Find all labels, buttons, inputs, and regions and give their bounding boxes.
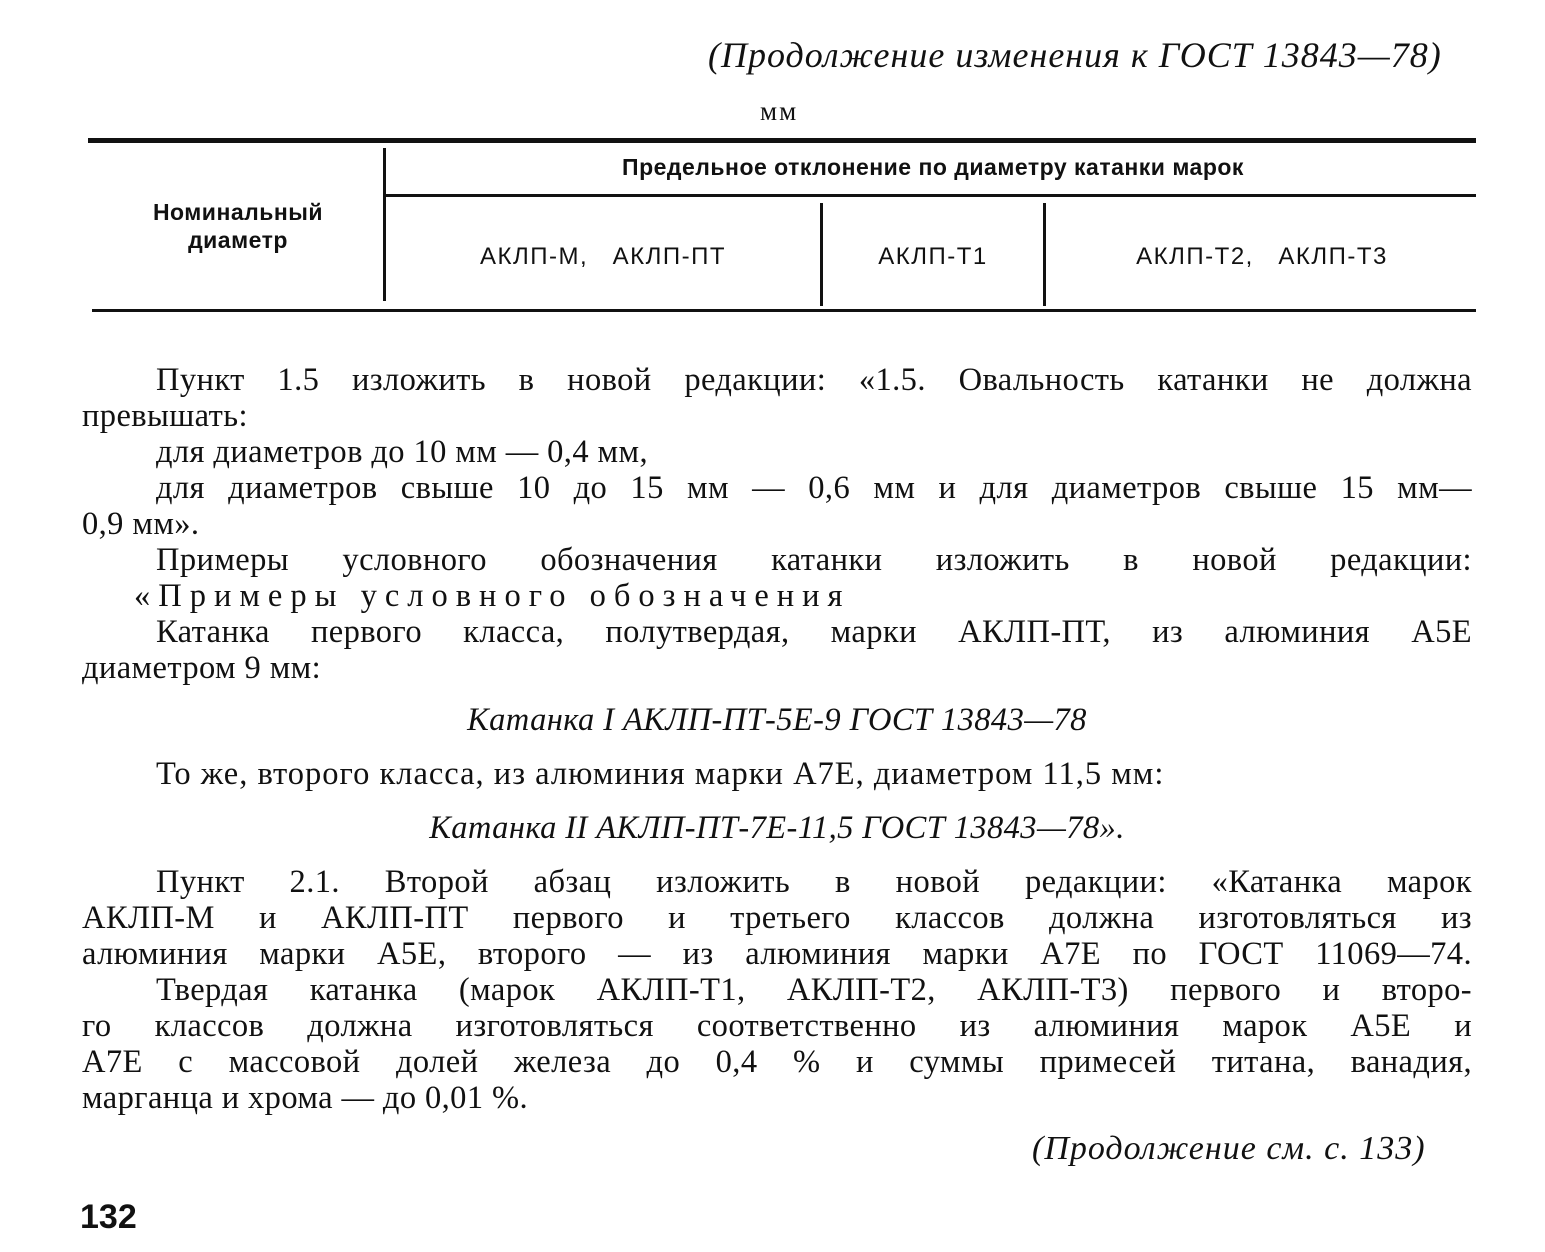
paragraph-line: Катанка I АКЛП-ПТ-5Е-9 ГОСТ 13843—78 — [467, 702, 1087, 738]
table-subheader-aklp-t1: АКЛП-Т1 — [878, 243, 988, 270]
table-header-nominal-diameter: Номинальный диаметр — [152, 199, 324, 253]
paragraph-line: Катанка первого класса, полутвердая, марки АКЛП-ПТ, из алюминия А5Е — [156, 614, 1472, 650]
table-divider-1 — [383, 148, 386, 301]
table-divider-2 — [820, 203, 823, 306]
page-number: 132 — [80, 1198, 137, 1236]
paragraph-line: А7Е с массовой долей железа до 0,4 % и суммы примесей титана, ванадия, — [82, 1044, 1472, 1080]
paragraph-line: То же, второго класса, из алюминия марки А7Е, диаметром 11,5 мм: — [156, 756, 1165, 792]
example-designation-1 — [82, 702, 1472, 738]
table-group-rule — [386, 194, 1476, 197]
paragraph-line: превышать: — [82, 398, 248, 434]
paragraph-line: для диаметров до 10 мм — 0,4 мм, — [156, 434, 648, 470]
paragraph-example-2-desc — [82, 756, 1472, 792]
unit-label: мм — [760, 96, 799, 126]
paragraph-examples-intro — [82, 542, 1472, 578]
paragraph-line: 0,9 мм». — [82, 506, 200, 542]
continuation-header: (Продолжение изменения к ГОСТ 13843—78) — [708, 35, 1442, 75]
table-divider-3 — [1043, 203, 1046, 306]
paragraph-line: для диаметров свыше 10 до 15 мм — 0,6 мм и для диаметров свыше 15 мм— — [156, 470, 1472, 506]
continuation-footer: (Продолжение см. с. 133) — [1032, 1130, 1426, 1167]
table-subheader-aklp-m-pt: АКЛП-М, АКЛП-ПТ — [479, 243, 727, 270]
paragraph-1-5 — [82, 362, 1472, 434]
paragraph-line: Катанка II АКЛП-ПТ-7Е-11,5 ГОСТ 13843—78». — [429, 810, 1125, 846]
paragraph-line: Пункт 2.1. Второй абзац изложить в новой редакции: «Катанка марок — [156, 864, 1472, 900]
paragraph-line: диаметром 9 мм: — [82, 650, 322, 686]
paragraph-line: алюминия марки А5Е, второго — из алюминия марки А7Е по ГОСТ 11069—74. — [82, 936, 1472, 972]
example-designation-2 — [82, 810, 1472, 846]
paragraph-line: го классов должна изготовляться соответственно из алюминия марок А5Е и — [82, 1008, 1472, 1044]
table-subheader-aklp-t2-t3: АКЛП-Т2, АКЛП-Т3 — [1136, 243, 1388, 270]
paragraph-line: «Примеры условного обозначения — [134, 578, 851, 614]
paragraph-line: марганца и хрома — до 0,01 %. — [82, 1080, 528, 1116]
table-bottom-rule — [92, 309, 1476, 312]
paragraph-example-1-desc — [82, 614, 1472, 686]
paragraph-diameter-15 — [82, 470, 1472, 542]
paragraph-line: Твердая катанка (марок АКЛП-Т1, АКЛП-Т2, АКЛП-Т3) первого и второ- — [156, 972, 1472, 1008]
paragraph-diameter-10 — [82, 434, 1472, 470]
paragraph-examples-heading — [82, 578, 1472, 614]
paragraph-line: Пункт 1.5 изложить в новой редакции: «1.5. Овальность катанки не должна — [156, 362, 1472, 398]
paragraph-hard-rod — [82, 972, 1472, 1116]
table-top-rule — [88, 138, 1476, 143]
paragraph-2-1 — [82, 864, 1472, 972]
paragraph-line: Примеры условного обозначения катанки изложить в новой редакции: — [156, 542, 1472, 578]
paragraph-line: АКЛП-М и АКЛП-ПТ первого и третьего классов должна изготовляться из — [82, 900, 1472, 936]
table-header-deviation: Предельное отклонение по диаметру катанки марок — [622, 154, 1244, 180]
